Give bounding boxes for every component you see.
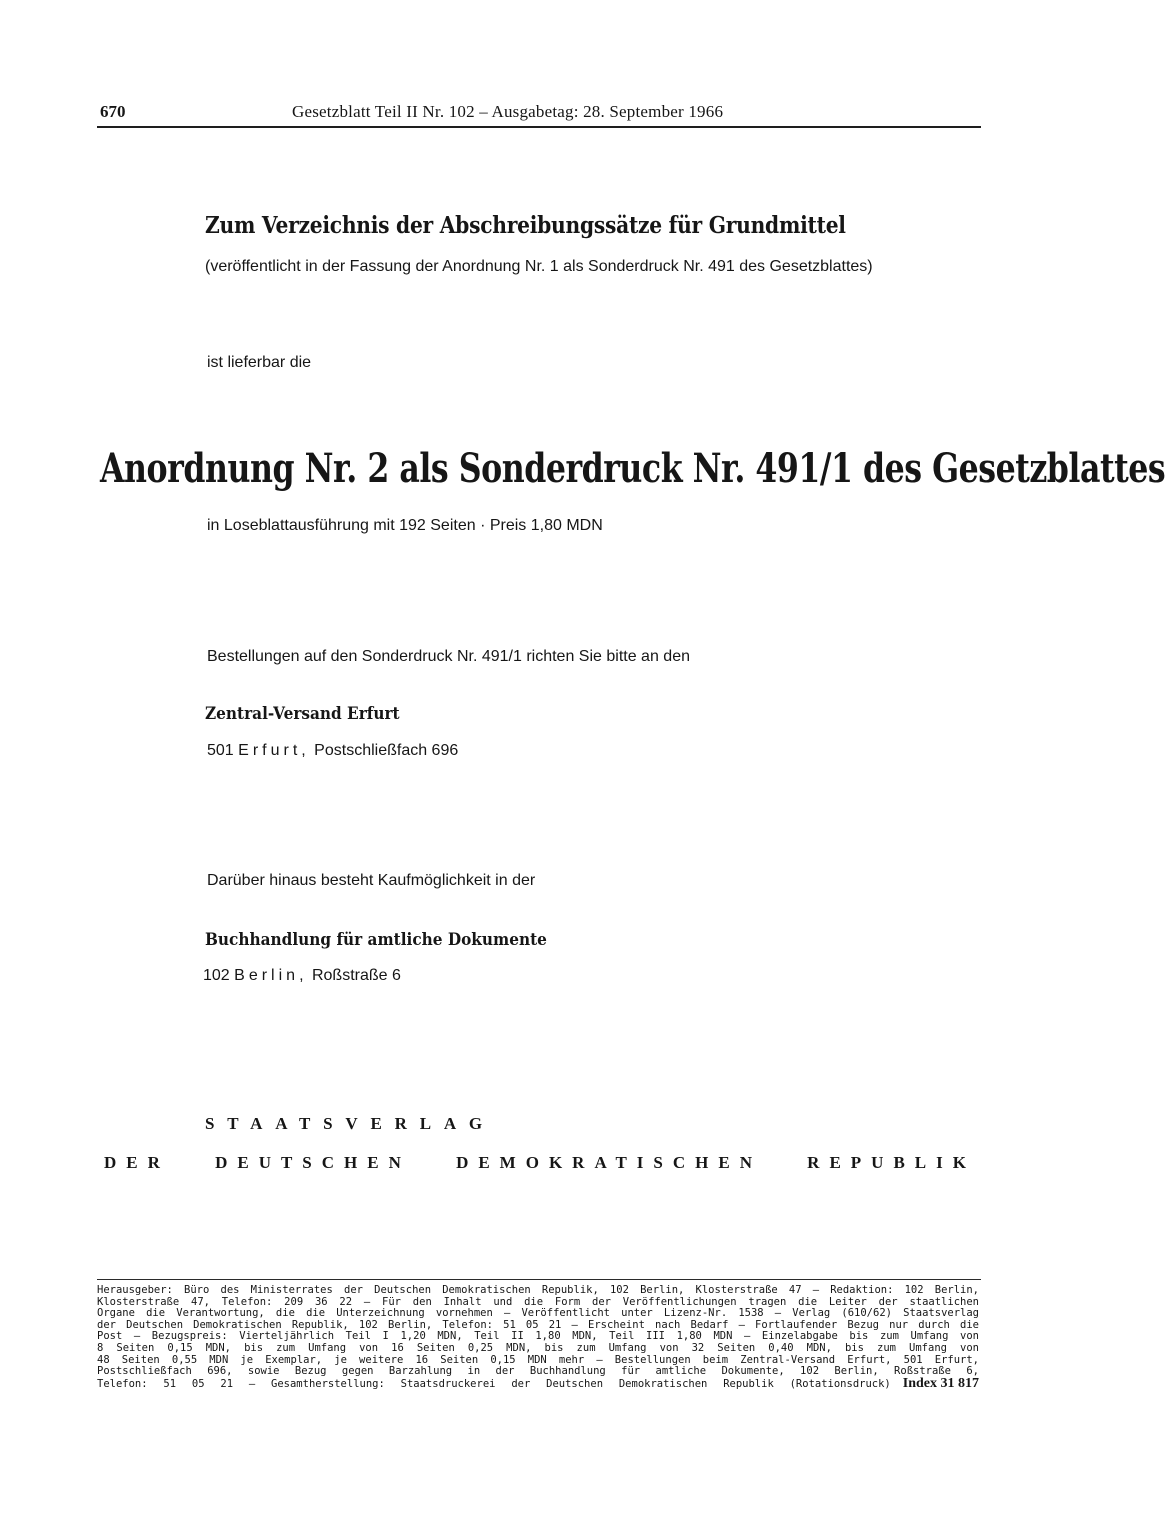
vendor-name: Zentral-Versand Erfurt: [205, 704, 400, 724]
publisher-name-line1: STAATSVERLAG: [205, 1114, 495, 1133]
header-rule: [97, 126, 981, 128]
purchase-info: Darüber hinaus besteht Kaufmöglichkeit in der: [207, 872, 536, 889]
main-title: Anordnung Nr. 2 als Sonderdruck Nr. 491/1 des Gesetzblattes: [100, 445, 1165, 492]
shop-postcode: 102: [203, 967, 230, 984]
imprint-line: Herausgeber: Büro des Ministerrates der Deutschen Demokratischen Republik, 102 Berlin, Klosterstraße 47 – Redaktion: 102 Berlin,: [97, 1284, 979, 1296]
publisher-word: DEUTSCHEN: [215, 1153, 411, 1172]
edition-details: in Loseblattausführung mit 192 Seiten · Preis 1,80 MDN: [207, 517, 603, 534]
publisher-word: REPUBLIK: [807, 1153, 976, 1172]
publisher-word: DER: [104, 1153, 170, 1172]
section-subheading: (veröffentlicht in der Fassung der Anordnung Nr. 1 als Sonderdruck Nr. 491 des Gesetzblattes): [205, 258, 873, 275]
publisher-name-line2: [104, 1153, 976, 1173]
imprint-line: Postschließfach 696, sowie Bezug gegen Barzahlung in der Buchhandlung für amtliche Dokumente, 102 Berlin, Roßstraße 6,: [97, 1365, 979, 1378]
imprint-line: 8 Seiten 0,15 MDN, bis zum Umfang von 16 Seiten 0,25 MDN, bis zum Umfang von 32 Seiten 0,40 MDN, bis zum Umfang von: [97, 1341, 979, 1354]
imprint-line: 48 Seiten 0,55 MDN je Exemplar, je weitere 16 Seiten 0,15 MDN mehr – Bestellungen beim Zentral-Versand Erfurt, 501 Erfurt,: [97, 1353, 979, 1366]
imprint-line: Telefon: 51 05 21 – Gesamtherstellung: Staatsdruckerei der Deutschen Demokratischen Republik (Rotationsdruck): [97, 1377, 891, 1390]
index-number: Index 31 817: [902, 1375, 979, 1391]
imprint-last-line: [97, 1375, 979, 1391]
imprint-line: Post – Bezugspreis: Vierteljährlich Teil I 1,20 MDN, Teil II 1,80 MDN, Teil III 1,80 MDN – Einzelabgabe bis zum Umfang von: [97, 1330, 979, 1343]
vendor-city: Erfurt,: [238, 742, 310, 759]
vendor-address: [207, 742, 458, 760]
order-instructions: Bestellungen auf den Sonderdruck Nr. 491/1 richten Sie bitte an den: [207, 648, 690, 665]
section-heading: Zum Verzeichnis der Abschreibungssätze für Grundmittel: [205, 212, 846, 239]
availability-text: ist lieferbar die: [207, 354, 312, 371]
shop-name: Buchhandlung für amtliche Dokumente: [205, 930, 547, 950]
vendor-po-box: Postschließfach 696: [314, 742, 459, 759]
shop-street: Roßstraße 6: [311, 967, 401, 984]
shop-address: [203, 967, 401, 985]
vendor-postcode: 501: [207, 742, 234, 759]
imprint-line: der Deutschen Demokratischen Republik, 102 Berlin, Telefon: 51 05 21 – Erscheint nach Bedarf – Fortlaufender Bezug nur durch die: [97, 1318, 979, 1331]
running-head: Gesetzblatt Teil II Nr. 102 – Ausgabetag: 28. September 1966: [292, 102, 724, 121]
imprint: [97, 1285, 979, 1390]
publisher-word: DEMOKRATISCHEN: [456, 1153, 762, 1172]
imprint-rule: [97, 1279, 981, 1280]
imprint-line: Organe die Verantwortung, die die Unterzeichnung vornehmen – Veröffentlicht unter Lizenz-Nr. 1538 – Verlag (610/62) Staatsverlag: [97, 1307, 979, 1320]
shop-city: Berlin,: [234, 967, 308, 984]
imprint-line: Klosterstraße 47, Telefon: 209 36 22 – Für den Inhalt und die Form der Veröffentlichungen tragen die Leiter der staatlichen: [97, 1295, 979, 1308]
page-number: 670: [100, 102, 126, 121]
